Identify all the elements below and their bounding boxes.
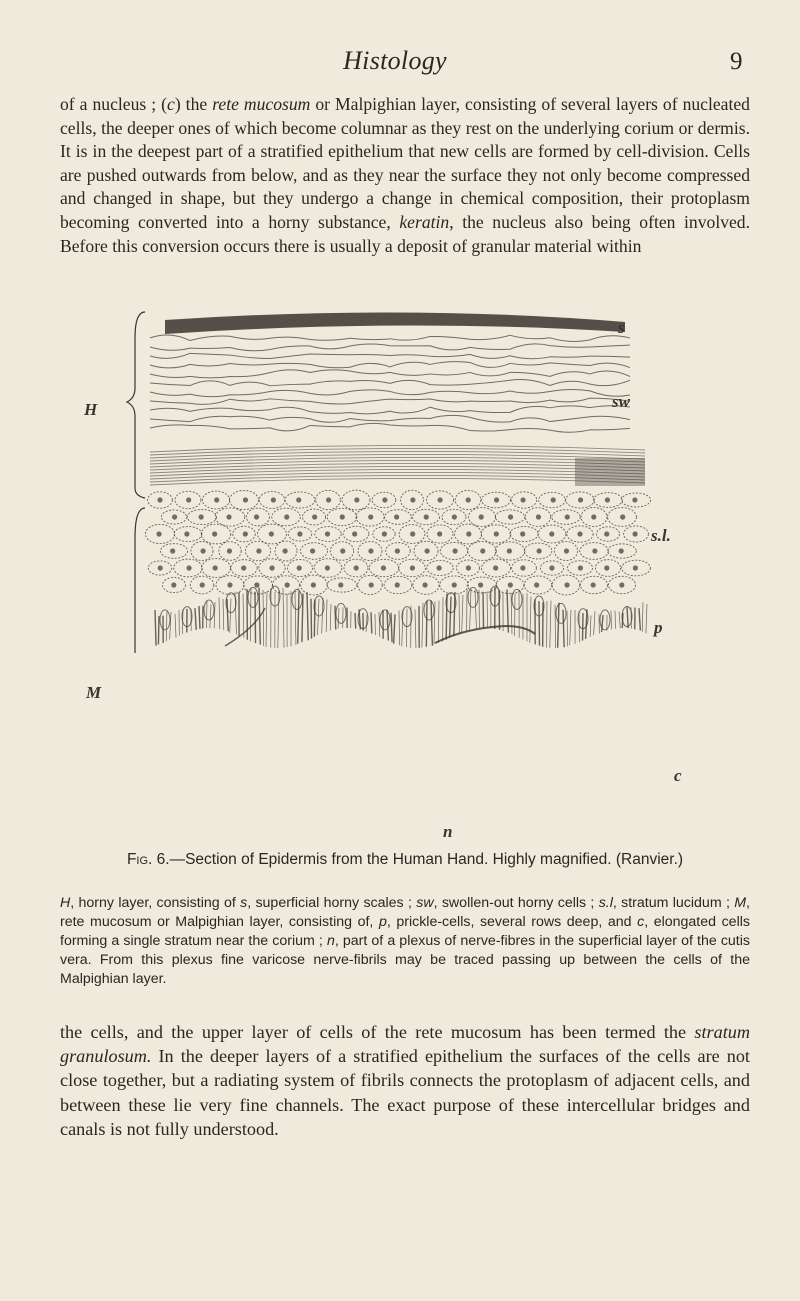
columnar-cell-stroke bbox=[307, 592, 308, 640]
cell-nucleus bbox=[186, 565, 191, 570]
cell-nucleus bbox=[269, 565, 274, 570]
columnar-cell bbox=[600, 610, 610, 630]
text-run: , horny layer, consisting of bbox=[70, 895, 241, 911]
text-run: , rete mucosum or Malpighian layer, consisting of, bbox=[60, 895, 750, 930]
text-run: , the nucleus also being often involved. Before this conversion occurs there is usually a deposit of granular material within bbox=[60, 211, 751, 256]
cell-nucleus bbox=[422, 582, 427, 587]
cell-nucleus bbox=[480, 548, 485, 553]
cell-nucleus bbox=[494, 497, 499, 502]
cell-nucleus bbox=[368, 514, 373, 519]
columnar-cell-stroke bbox=[391, 613, 392, 643]
cell-nucleus bbox=[534, 582, 539, 587]
columnar-cell-stroke bbox=[371, 612, 372, 633]
cell-nucleus bbox=[633, 565, 638, 570]
columnar-cell-stroke bbox=[387, 610, 388, 641]
columnar-cell-stroke bbox=[646, 604, 647, 633]
cell-nucleus bbox=[226, 514, 231, 519]
cell-nucleus bbox=[425, 548, 430, 553]
columnar-cell-stroke bbox=[335, 606, 336, 630]
text-run: ) the bbox=[174, 94, 213, 114]
text-run: the cells, and the upper layer of cells of the rete mucosum has been termed the bbox=[60, 1022, 695, 1042]
cell-nucleus bbox=[227, 582, 232, 587]
label-M: M bbox=[86, 683, 102, 702]
figure-caption-title-text: —Section of Epidermis from the Human Hand. Highly magnified. (Ranvier.) bbox=[169, 851, 684, 868]
columnar-cell-stroke bbox=[326, 599, 327, 631]
cell-nucleus bbox=[632, 497, 637, 502]
cell-nucleus bbox=[591, 582, 596, 587]
cell-nucleus bbox=[186, 497, 191, 502]
cell-nucleus bbox=[283, 548, 288, 553]
horny-scale-line bbox=[150, 423, 630, 432]
cell-nucleus bbox=[285, 582, 290, 587]
columnar-cell-stroke bbox=[223, 599, 224, 630]
label-sl: s.l. bbox=[651, 526, 671, 545]
cell-nucleus bbox=[254, 514, 259, 519]
figure-number: Fig. 6. bbox=[126, 851, 170, 868]
cell-nucleus bbox=[271, 497, 276, 502]
columnar-cell-stroke bbox=[475, 590, 476, 629]
cell-nucleus bbox=[591, 514, 596, 519]
cell-nucleus bbox=[507, 548, 512, 553]
italic-run: rete mucosum bbox=[212, 94, 311, 114]
columnar-cell-stroke bbox=[406, 609, 407, 647]
columnar-cell-stroke bbox=[355, 613, 356, 629]
epidermis-illustration bbox=[105, 308, 690, 653]
columnar-cell-stroke bbox=[199, 606, 200, 629]
cell-nucleus bbox=[452, 514, 457, 519]
cell-nucleus bbox=[565, 514, 570, 519]
columnar-cell-stroke bbox=[483, 592, 484, 628]
columnar-cell-stroke bbox=[379, 612, 380, 637]
cell-nucleus bbox=[466, 565, 471, 570]
cell-nucleus bbox=[184, 531, 189, 536]
columnar-cell bbox=[380, 610, 390, 630]
cell-nucleus bbox=[395, 582, 400, 587]
cell-nucleus bbox=[394, 514, 399, 519]
horny-scale-line bbox=[150, 370, 630, 378]
columnar-cell-stroke bbox=[459, 594, 460, 634]
columnar-cell-stroke bbox=[206, 601, 207, 628]
cell-nucleus bbox=[604, 531, 609, 536]
columnar-cell-stroke bbox=[230, 598, 231, 632]
cell-nucleus bbox=[395, 548, 400, 553]
columnar-cell-stroke bbox=[311, 599, 312, 639]
columnar-cell-stroke bbox=[470, 589, 471, 630]
columnar-cell bbox=[248, 587, 258, 607]
cell-nucleus bbox=[338, 582, 343, 587]
cell-nucleus bbox=[410, 565, 415, 570]
cell-nucleus bbox=[172, 514, 177, 519]
italic-run: c bbox=[637, 914, 645, 930]
text-run: or Malpighian layer, consisting of several layers of nucleated cells, the deeper ones of which become columnar as they rest on the underlying corium or dermis. It is in the deepest part of a stratified epithelium that new cells are formed by cell-division. Cells are pushed outwards from below, and as they near the surface they not only become compressed and changed in shape, but they undergo a change in chemical composition, their protoplasm becoming converted into a horny substance, bbox=[60, 94, 750, 232]
columnar-cell-stroke bbox=[627, 607, 628, 628]
columnar-cell-stroke bbox=[639, 608, 640, 630]
cell-nucleus bbox=[520, 497, 525, 502]
columnar-cell-stroke bbox=[399, 610, 400, 645]
cell-nucleus bbox=[297, 531, 302, 536]
columnar-cell-stroke bbox=[263, 590, 264, 646]
horny-scale-line bbox=[150, 380, 630, 386]
columnar-cell-stroke bbox=[214, 602, 215, 628]
cell-nucleus bbox=[578, 565, 583, 570]
cell-nucleus bbox=[466, 497, 471, 502]
nerve-plexus-drawing bbox=[225, 608, 535, 646]
bracket-M bbox=[135, 508, 145, 653]
cell-nucleus bbox=[243, 531, 248, 536]
text-run: , superficial horny scales ; bbox=[247, 895, 417, 911]
cell-nucleus bbox=[352, 531, 357, 536]
cell-nucleus bbox=[326, 497, 331, 502]
cell-nucleus bbox=[437, 565, 442, 570]
cell-nucleus bbox=[296, 497, 301, 502]
cell-nucleus bbox=[212, 531, 217, 536]
layer-brackets bbox=[127, 312, 145, 653]
columnar-cell-stroke bbox=[283, 588, 284, 648]
columnar-cell-stroke bbox=[558, 603, 559, 648]
cell-nucleus bbox=[354, 565, 359, 570]
cell-nucleus bbox=[619, 582, 624, 587]
horny-scale-line bbox=[150, 344, 630, 351]
columnar-cell-stroke bbox=[210, 604, 211, 628]
cell-nucleus bbox=[619, 548, 624, 553]
cell-nucleus bbox=[310, 548, 315, 553]
columnar-cell-stroke bbox=[394, 614, 395, 643]
columnar-cell bbox=[468, 587, 478, 607]
paragraph-bottom bbox=[60, 1020, 750, 1141]
running-head: Histology bbox=[343, 46, 447, 75]
columnar-cell-stroke bbox=[539, 601, 540, 646]
columnar-cell-stroke bbox=[563, 610, 564, 647]
columnar-cell-stroke bbox=[219, 597, 220, 629]
columnar-cell-stroke bbox=[175, 614, 176, 638]
columnar-cell-stroke bbox=[450, 597, 451, 638]
cell-nucleus bbox=[520, 565, 525, 570]
cell-nucleus bbox=[241, 565, 246, 570]
figure-caption-title bbox=[60, 850, 750, 870]
horny-scale-line bbox=[150, 406, 630, 414]
cell-nucleus bbox=[592, 548, 597, 553]
cell-nucleus bbox=[158, 565, 163, 570]
columnar-cell-stroke bbox=[590, 616, 591, 637]
cell-nucleus bbox=[256, 548, 261, 553]
columnar-cell-stroke bbox=[487, 592, 488, 628]
italic-run: H bbox=[60, 895, 71, 911]
paragraph-top bbox=[60, 93, 750, 258]
cell-nucleus bbox=[466, 531, 471, 536]
columnar-cell bbox=[424, 600, 434, 620]
text-run: , part of a plexus of nerve-fibres in the superficial layer of the cutis vera. From this plexus fine varicose nerve-fibrils may be traced passing up between the cells of the Malpighian layer. bbox=[60, 933, 750, 987]
figure-epidermis-section bbox=[105, 308, 690, 653]
columnar-cell-stroke bbox=[255, 592, 256, 643]
lucidum-dark-patch bbox=[575, 458, 645, 486]
cell-nucleus bbox=[284, 514, 289, 519]
columnar-cell bbox=[204, 600, 214, 620]
cell-nucleus bbox=[564, 582, 569, 587]
cell-nucleus bbox=[369, 582, 374, 587]
cell-nucleus bbox=[214, 497, 219, 502]
label-sw: sw bbox=[612, 392, 630, 411]
columnar-cell-stroke bbox=[318, 599, 319, 635]
text-run: In the deeper layers of a stratified epithelium the surfaces of the cells are not close together, but a radiating system of fibrils connects the protoplasm of adjacent cells, and between these lie very fine channels. The exact purpose of these intercellular bridges and canals is not fully understood. bbox=[60, 1046, 750, 1139]
cell-nucleus bbox=[410, 497, 415, 502]
cell-nucleus bbox=[493, 565, 498, 570]
text-run: of a nucleus ; ( bbox=[60, 94, 167, 114]
columnar-cell-stroke bbox=[298, 591, 299, 644]
cell-nucleus bbox=[633, 531, 638, 536]
label-n: n bbox=[443, 822, 453, 841]
stratum-lucidum-drawing bbox=[150, 445, 645, 486]
columnar-cell-stroke bbox=[155, 610, 156, 646]
cell-nucleus bbox=[564, 548, 569, 553]
columnar-cell-stroke bbox=[158, 616, 159, 644]
text-run: , swollen-out horny cells ; bbox=[433, 895, 599, 911]
cell-nucleus bbox=[243, 497, 248, 502]
cell-nucleus bbox=[478, 582, 483, 587]
columnar-cell-stroke bbox=[426, 601, 427, 647]
italic-run: n bbox=[326, 933, 335, 949]
label-c: c bbox=[674, 766, 682, 785]
cell-nucleus bbox=[170, 548, 175, 553]
cell-nucleus bbox=[452, 582, 457, 587]
lucidum-line bbox=[150, 478, 645, 485]
cell-nucleus bbox=[368, 548, 373, 553]
cell-nucleus bbox=[312, 514, 317, 519]
italic-run: M bbox=[734, 895, 747, 911]
columnar-cell-stroke bbox=[567, 611, 568, 647]
italic-run: s.l bbox=[598, 895, 613, 911]
horny-layer-drawing bbox=[150, 312, 630, 432]
cell-nucleus bbox=[479, 514, 484, 519]
cell-nucleus bbox=[604, 565, 609, 570]
cell-nucleus bbox=[551, 497, 556, 502]
italic-run: s bbox=[240, 895, 248, 911]
cell-nucleus bbox=[200, 582, 205, 587]
columnar-cell-stroke bbox=[594, 611, 595, 635]
columnar-cell-stroke bbox=[438, 601, 439, 643]
cell-nucleus bbox=[438, 497, 443, 502]
columnar-cell bbox=[556, 603, 566, 623]
columnar-cell bbox=[160, 610, 170, 630]
columnar-cell-stroke bbox=[462, 595, 463, 633]
cell-nucleus bbox=[325, 565, 330, 570]
text-run: , elongated cells forming a single stratum near the corium ; bbox=[60, 914, 750, 949]
columnar-cell-stroke bbox=[166, 611, 167, 641]
superficial-scales bbox=[165, 312, 625, 334]
cell-nucleus bbox=[620, 514, 625, 519]
cell-nucleus bbox=[382, 497, 387, 502]
cell-nucleus bbox=[494, 531, 499, 536]
cell-nucleus bbox=[382, 531, 387, 536]
cell-nucleus bbox=[520, 531, 525, 536]
cell-nucleus bbox=[577, 531, 582, 536]
horny-scale-line bbox=[150, 398, 630, 404]
label-H: H bbox=[84, 400, 98, 419]
cell-nucleus bbox=[156, 531, 161, 536]
columnar-cell-stroke bbox=[366, 615, 367, 632]
columnar-cell-stroke bbox=[415, 609, 416, 648]
columnar-cell-stroke bbox=[642, 602, 643, 631]
cell-nucleus bbox=[297, 565, 302, 570]
columnar-cell-stroke bbox=[570, 610, 571, 645]
cell-nucleus bbox=[199, 514, 204, 519]
cell-nucleus bbox=[410, 531, 415, 536]
cell-nucleus bbox=[311, 582, 316, 587]
cell-nucleus bbox=[171, 582, 176, 587]
columnar-cell-stroke bbox=[330, 604, 331, 630]
columnar-cell bbox=[336, 603, 346, 623]
cell-nucleus bbox=[549, 531, 554, 536]
columnar-cell-stroke bbox=[250, 588, 251, 641]
horny-scale-line bbox=[150, 389, 630, 396]
columnar-cell-drawing bbox=[155, 586, 647, 648]
cell-nucleus bbox=[549, 565, 554, 570]
horny-scale-line bbox=[150, 353, 630, 358]
columnar-cell-stroke bbox=[499, 590, 500, 630]
cell-nucleus bbox=[536, 514, 541, 519]
text-run: , stratum lucidum ; bbox=[612, 895, 735, 911]
columnar-cell-stroke bbox=[266, 591, 267, 646]
cell-nucleus bbox=[227, 548, 232, 553]
columnar-cell bbox=[292, 589, 302, 609]
bracket-H bbox=[127, 312, 145, 498]
columnar-cell-stroke bbox=[619, 612, 620, 629]
cell-nucleus bbox=[340, 548, 345, 553]
horny-scale-line bbox=[150, 335, 630, 341]
cell-nucleus bbox=[254, 582, 259, 587]
text-run: , prickle-cells, several rows deep, and bbox=[386, 914, 638, 930]
cell-nucleus bbox=[453, 548, 458, 553]
columnar-cell-stroke bbox=[422, 603, 423, 648]
cell-nucleus bbox=[424, 514, 429, 519]
cell-nucleus bbox=[340, 514, 345, 519]
cell-nucleus bbox=[437, 531, 442, 536]
columnar-cell-stroke bbox=[322, 598, 323, 633]
cell-nucleus bbox=[201, 548, 206, 553]
italic-run: c bbox=[167, 94, 175, 114]
cell-nucleus bbox=[269, 531, 274, 536]
italic-run: p bbox=[378, 914, 387, 930]
columnar-cell-stroke bbox=[278, 590, 279, 648]
cell-nucleus bbox=[508, 514, 513, 519]
cell-nucleus bbox=[325, 531, 330, 536]
italic-run: sw bbox=[416, 895, 434, 911]
columnar-cell-stroke bbox=[295, 592, 296, 645]
columnar-cell-stroke bbox=[431, 600, 432, 645]
columnar-cell-stroke bbox=[454, 592, 455, 636]
columnar-cell-stroke bbox=[555, 605, 556, 648]
cell-nucleus bbox=[578, 497, 583, 502]
cell-nucleus bbox=[605, 497, 610, 502]
columnar-cell-stroke bbox=[227, 599, 228, 631]
columnar-cell-stroke bbox=[195, 608, 196, 630]
cell-nucleus bbox=[213, 565, 218, 570]
italic-run: keratin bbox=[399, 211, 450, 232]
cell-nucleus bbox=[354, 497, 359, 502]
cell-nucleus bbox=[536, 548, 541, 553]
cell-nucleus bbox=[381, 565, 386, 570]
columnar-cell-stroke bbox=[550, 601, 551, 648]
cell-nucleus bbox=[508, 582, 513, 587]
columnar-cell-stroke bbox=[530, 597, 531, 643]
cell-nucleus bbox=[157, 497, 162, 502]
horny-scale-line bbox=[150, 362, 630, 368]
columnar-cell-stroke bbox=[243, 594, 244, 638]
columnar-cell-stroke bbox=[338, 608, 339, 629]
prickle-cell-drawing bbox=[145, 490, 650, 595]
horny-scale-line bbox=[150, 415, 630, 422]
label-s: s bbox=[618, 318, 625, 337]
label-p: p bbox=[654, 618, 663, 637]
italic-run: stratum granulosum. bbox=[60, 1022, 750, 1067]
page-number: 9 bbox=[730, 48, 743, 75]
figure-caption-legend bbox=[60, 894, 750, 989]
